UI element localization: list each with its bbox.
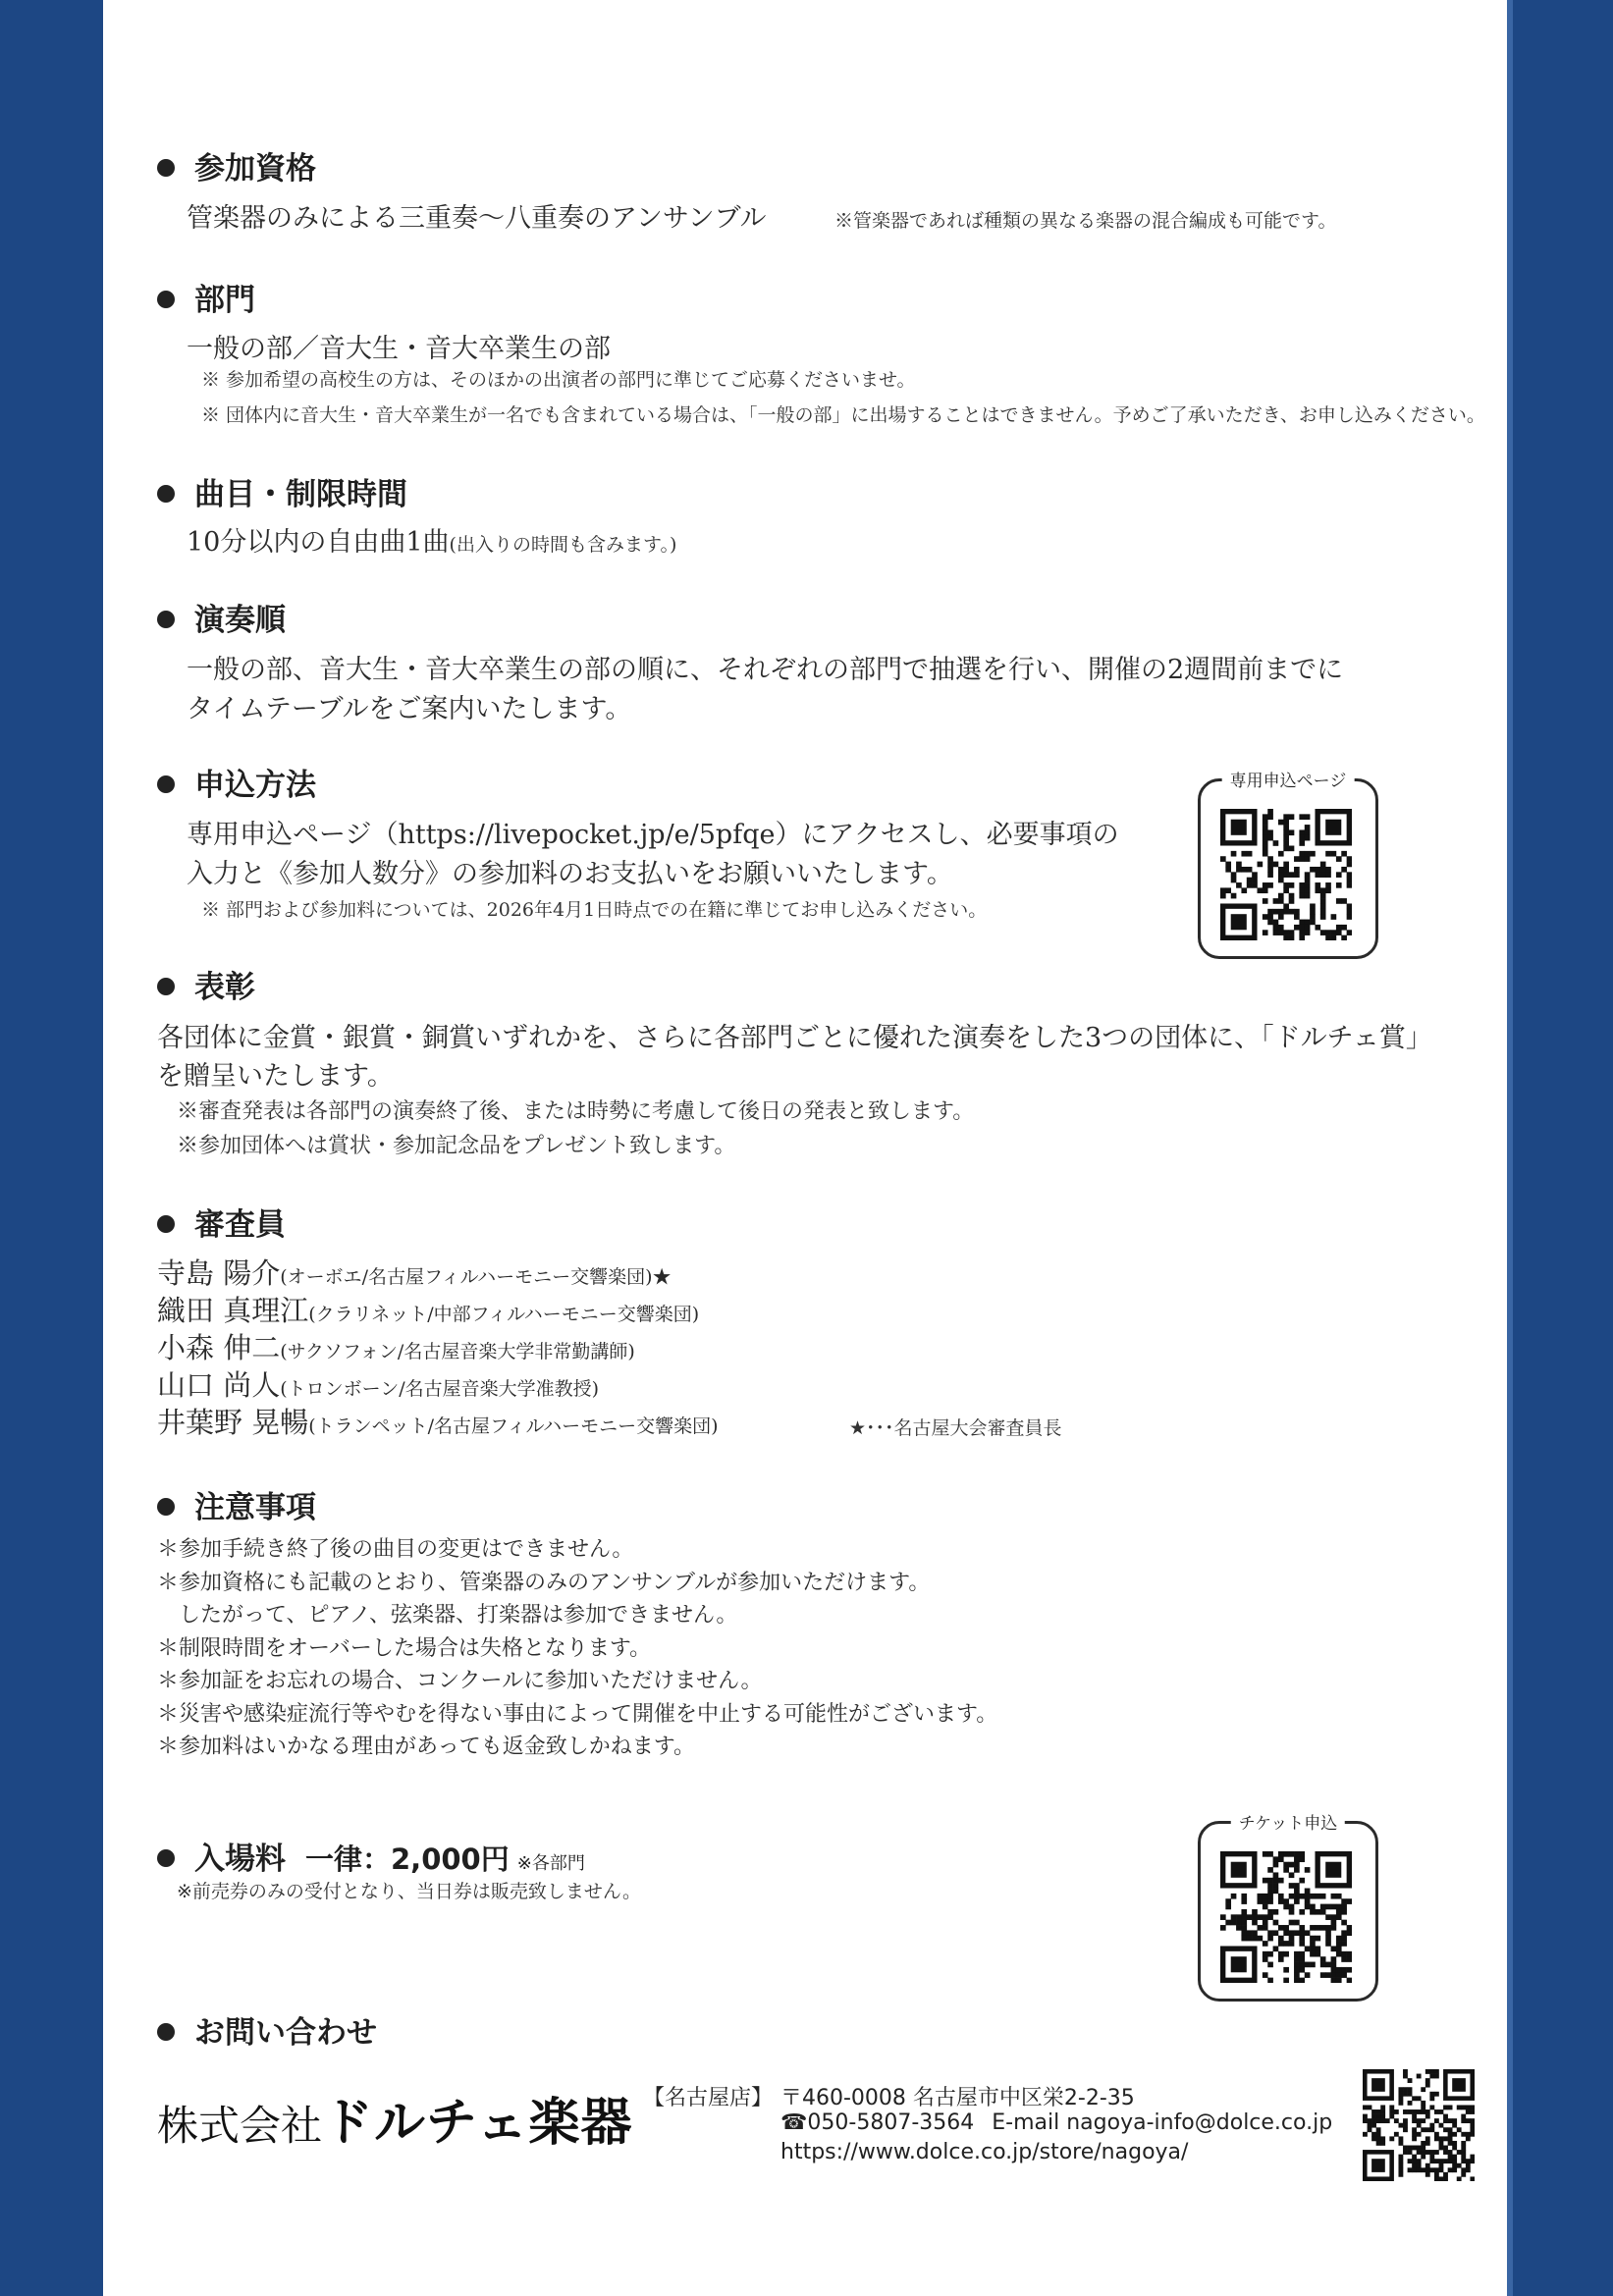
judge-name: 小森 伸二 [157, 1331, 281, 1364]
bullet-icon [157, 1215, 175, 1233]
notes-item: したがって、ピアノ、弦楽器、打楽器は参加できません。 [157, 1603, 738, 1628]
company-logo [157, 2081, 632, 2155]
apply-qr-code-icon[interactable] [1220, 809, 1352, 940]
contact-email[interactable]: E-mail nagoya-info@dolce.co.jp [992, 2110, 1333, 2135]
store-qr-code-icon[interactable] [1363, 2069, 1475, 2181]
logo-prefix: 株式会社 [157, 2102, 323, 2150]
ticket-qr-frame[interactable] [1198, 1814, 1378, 2002]
ticket-qr-label: チケット申込 [1231, 1809, 1345, 1834]
contact-phone-email [780, 2110, 1332, 2135]
bullet-icon [157, 485, 175, 503]
notes-item: ＊参加証をお忘れの場合、コンクールに参加いただけません。 [157, 1669, 763, 1693]
logo-main: ドルチェ楽器 [322, 2094, 633, 2153]
bullet-icon [157, 1498, 175, 1516]
notes-item: ＊参加資格にも記載のとおり、管楽器のみのアンサンブルが参加いただけます。 [157, 1570, 931, 1595]
contact-address: 〒460-0008 名古屋市中区栄2-2-35 [780, 2086, 1135, 2110]
section-heading-order: 演奏順 [157, 595, 286, 639]
eligibility-note: ※管楽器であれば種類の異なる楽器の混合編成も可能です。 [834, 210, 1337, 232]
notes-item: ＊災害や感染症流行等やむを得ない事由によって開催を中止する可能性がございます。 [157, 1701, 998, 1727]
flyer-page [103, 0, 1513, 2296]
judge-detail: (トランペット/名古屋フィルハーモニー交響楽団) [308, 1415, 719, 1437]
bullet-icon [157, 2023, 175, 2041]
award-note-2: ※参加団体へは賞状・参加記念品をプレゼント致します。 [177, 1134, 736, 1158]
contact-phone: ☎050-5807-3564 [780, 2110, 975, 2135]
division-text: 一般の部／音大生・音大卒業生の部 [187, 334, 611, 364]
apply-qr-frame[interactable] [1198, 772, 1378, 959]
bullet-icon [157, 978, 175, 995]
judge-name: 織田 真理江 [157, 1294, 309, 1327]
bullet-icon [157, 611, 175, 628]
order-text-line2: タイムテーブルをご案内いたします。 [187, 694, 632, 724]
section-heading-contact: お問い合わせ [157, 2007, 377, 2052]
apply-note: ※ 部門および参加料については、2026年4月1日時点での在籍に準じてお申し込みください。 [201, 899, 988, 921]
judge-row [157, 1252, 672, 1292]
award-text-line2: を贈呈いたします。 [157, 1061, 394, 1092]
right-blue-border [1513, 0, 1613, 2296]
judge-detail: (オーボエ/名古屋フィルハーモニー交響楽団)★ [280, 1266, 672, 1288]
piece-text [187, 520, 676, 559]
ticket-qr-code-icon[interactable] [1220, 1851, 1352, 1983]
apply-text-line1: 専用申込ページ（https://livepocket.jp/e/5pfqe）にアクセスし、必要事項の [187, 820, 1119, 850]
eligibility-text: 管楽器のみによる三重奏〜八重奏のアンサンブル [187, 203, 767, 234]
section-heading-judges: 審査員 [157, 1200, 286, 1244]
division-note-1: ※ 参加希望の高校生の方は、そのほかの出演者の部門に準じてご応募くださいませ。 [201, 369, 916, 391]
notes-item: ＊制限時間をオーバーした場合は失格となります。 [157, 1635, 652, 1661]
section-heading-division: 部門 [157, 275, 255, 319]
bullet-icon [157, 291, 175, 308]
piece-main: 10分以内の自由曲1曲 [187, 527, 450, 558]
admission-note: ※前売券のみの受付となり、当日券は販売致しません。 [177, 1881, 642, 1902]
apply-text-line2: 入力と《参加人数分》の参加料のお支払いをお願いいたします。 [187, 859, 953, 889]
admission-price-note: ※各部門 [516, 1853, 585, 1874]
award-text-line1: 各団体に金賞・銀賞・銅賞いずれかを、さらに各部門ごとに優れた演奏をした3つの団体に、「ドルチェ賞」 [157, 1023, 1432, 1053]
judge-detail: (サクソフォン/名古屋音楽大学非常勤講師) [280, 1341, 635, 1362]
award-note-1: ※審査発表は各部門の演奏終了後、または時勢に考慮して後日の発表と致します。 [177, 1099, 975, 1124]
judge-name: 山口 尚人 [157, 1368, 281, 1402]
piece-note: (出入りの時間も含みます。) [449, 534, 677, 556]
judge-detail: (トロンボーン/名古屋音楽大学准教授) [280, 1378, 600, 1400]
section-heading-piece: 曲目・制限時間 [157, 469, 407, 513]
judge-row [157, 1289, 699, 1329]
judge-name: 井葉野 晃暢 [157, 1406, 309, 1439]
branch-label: 【名古屋店】 [643, 2086, 774, 2110]
section-heading-apply: 申込方法 [157, 760, 316, 804]
notes-item: ＊参加手続き終了後の曲目の変更はできません。 [157, 1537, 634, 1562]
section-heading-admission: 入場料 一律：2,000円 ※各部門 [157, 1834, 585, 1878]
notes-list [157, 1533, 997, 1764]
bullet-icon [157, 159, 175, 177]
admission-price: 一律：2,000円 [305, 1842, 510, 1876]
judge-name: 寺島 陽介 [157, 1256, 281, 1290]
judge-detail: (クラリネット/中部フィルハーモニー交響楽団) [308, 1304, 700, 1325]
section-heading-eligibility: 参加資格 [157, 143, 316, 187]
apply-qr-label: 専用申込ページ [1222, 767, 1355, 791]
judge-row [157, 1401, 719, 1441]
division-note-2: ※ 団体内に音大生・音大卒業生が一名でも含まれている場合は、「一般の部」に出場することはできません。予めご了承いただき、お申し込みください。 [201, 404, 1485, 426]
notes-item: ＊参加料はいかなる理由があっても返金致しかねます。 [157, 1735, 696, 1759]
order-text-line1: 一般の部、音大生・音大卒業生の部の順に、それぞれの部門で抽選を行い、開催の2週間前までに [187, 655, 1344, 685]
bullet-icon [157, 1849, 175, 1867]
contact-url[interactable]: https://www.dolce.co.jp/store/nagoya/ [780, 2140, 1189, 2164]
bullet-icon [157, 775, 175, 793]
left-blue-border [0, 0, 103, 2296]
section-heading-award: 表彰 [157, 962, 255, 1006]
judges-legend: ★･･･名古屋大会審査員長 [849, 1417, 1062, 1439]
judge-row [157, 1363, 599, 1404]
judge-row [157, 1326, 635, 1366]
section-heading-notes: 注意事項 [157, 1482, 316, 1526]
